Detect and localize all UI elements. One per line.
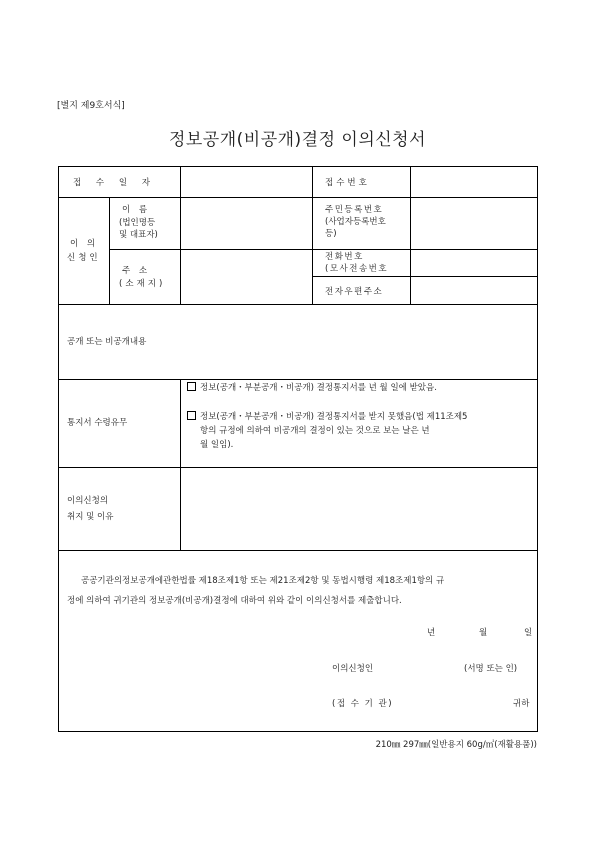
- email-label: 전자우편주소: [325, 287, 384, 297]
- application-form: [58, 166, 538, 732]
- date-month-label: 월: [479, 628, 488, 638]
- receipt-date-field[interactable]: [181, 168, 311, 196]
- declaration-line2: 정에 의하여 귀기관의 정보공개(비공개)결정에 대하여 위와 같이 이의신청서를 제출합니다.: [67, 596, 402, 606]
- received-checkbox[interactable]: [187, 382, 196, 391]
- addressee-label: 귀하: [513, 699, 530, 709]
- not-received-option-text-3: 월 일임).: [200, 440, 234, 450]
- form-number: [별지 제9호서식]: [57, 101, 125, 111]
- email-field[interactable]: [411, 277, 536, 303]
- address-field[interactable]: [181, 250, 311, 303]
- not-received-option-text-2: 항의 규정에 의하여 비공개의 결정이 있는 것으로 보는 날은 년: [200, 426, 430, 436]
- name-label-line1: 이 름: [122, 205, 151, 215]
- name-field[interactable]: [181, 198, 311, 248]
- declaration-line1: 공공기관의정보공개에관한법률 제18조제1항 또는 제21조제2항 및 동법시행령 제18조제1항의 규: [81, 576, 445, 586]
- notice-option-received[interactable]: [187, 382, 437, 394]
- id-number-label-line1: 주민등록번호: [325, 205, 384, 215]
- reason-label-line1: 이의신청의: [67, 496, 109, 506]
- received-option-text: 정보(공개・부분공개・비공개) 결정통지서를 년 월 일에 받았음.: [200, 383, 437, 393]
- phone-label-line1: 전화번호: [325, 252, 364, 262]
- notice-received-label: 통지서 수령유무: [67, 418, 128, 428]
- receiving-agency-label: (접 수 기 관): [332, 699, 394, 709]
- receipt-date-label: 접 수 일 자: [73, 178, 156, 188]
- disclosure-content-field[interactable]: [60, 353, 536, 378]
- receipt-number-field[interactable]: [411, 168, 536, 196]
- name-label-line2: (법인명등: [119, 218, 156, 228]
- disclosure-content-label: 공개 또는 비공개내용: [67, 337, 147, 347]
- phone-label-line2: (모사전송번호: [325, 264, 389, 274]
- address-label-line1: 주 소: [122, 266, 151, 276]
- page-title: 정보공개(비공개)결정 이의신청서: [168, 130, 427, 150]
- applicant-label-line2: 신청인: [67, 253, 101, 263]
- date-day-label: 일: [524, 628, 533, 638]
- not-received-option-text-1: 정보(공개・부분공개・비공개) 결정통지서를 받지 못했음(법 제11조제5: [200, 412, 468, 422]
- phone-field[interactable]: [411, 250, 536, 275]
- id-number-label-line2: (사업자등록번호: [325, 217, 386, 227]
- reason-label-line2: 취지 및 이유: [67, 512, 114, 522]
- paper-spec: 210㎜ 297㎜(일반용지 60g/㎡(재활용품)): [375, 740, 537, 750]
- applicant-label-line1: 이 의: [70, 239, 99, 249]
- id-number-label-line3: 등): [325, 229, 337, 239]
- address-label-line2: (소재지): [119, 279, 166, 289]
- date-year-label: 년: [427, 628, 436, 638]
- not-received-checkbox[interactable]: [187, 411, 196, 420]
- name-label-line3: 및 대표자): [119, 230, 158, 240]
- signer-label: 이의신청인: [332, 664, 374, 674]
- notice-option-not-received[interactable]: [187, 411, 467, 423]
- signature-hint: (서명 또는 인): [464, 664, 518, 674]
- receipt-number-label: 접수번호: [325, 178, 370, 188]
- id-number-field[interactable]: [411, 198, 536, 248]
- reason-field[interactable]: [181, 468, 536, 549]
